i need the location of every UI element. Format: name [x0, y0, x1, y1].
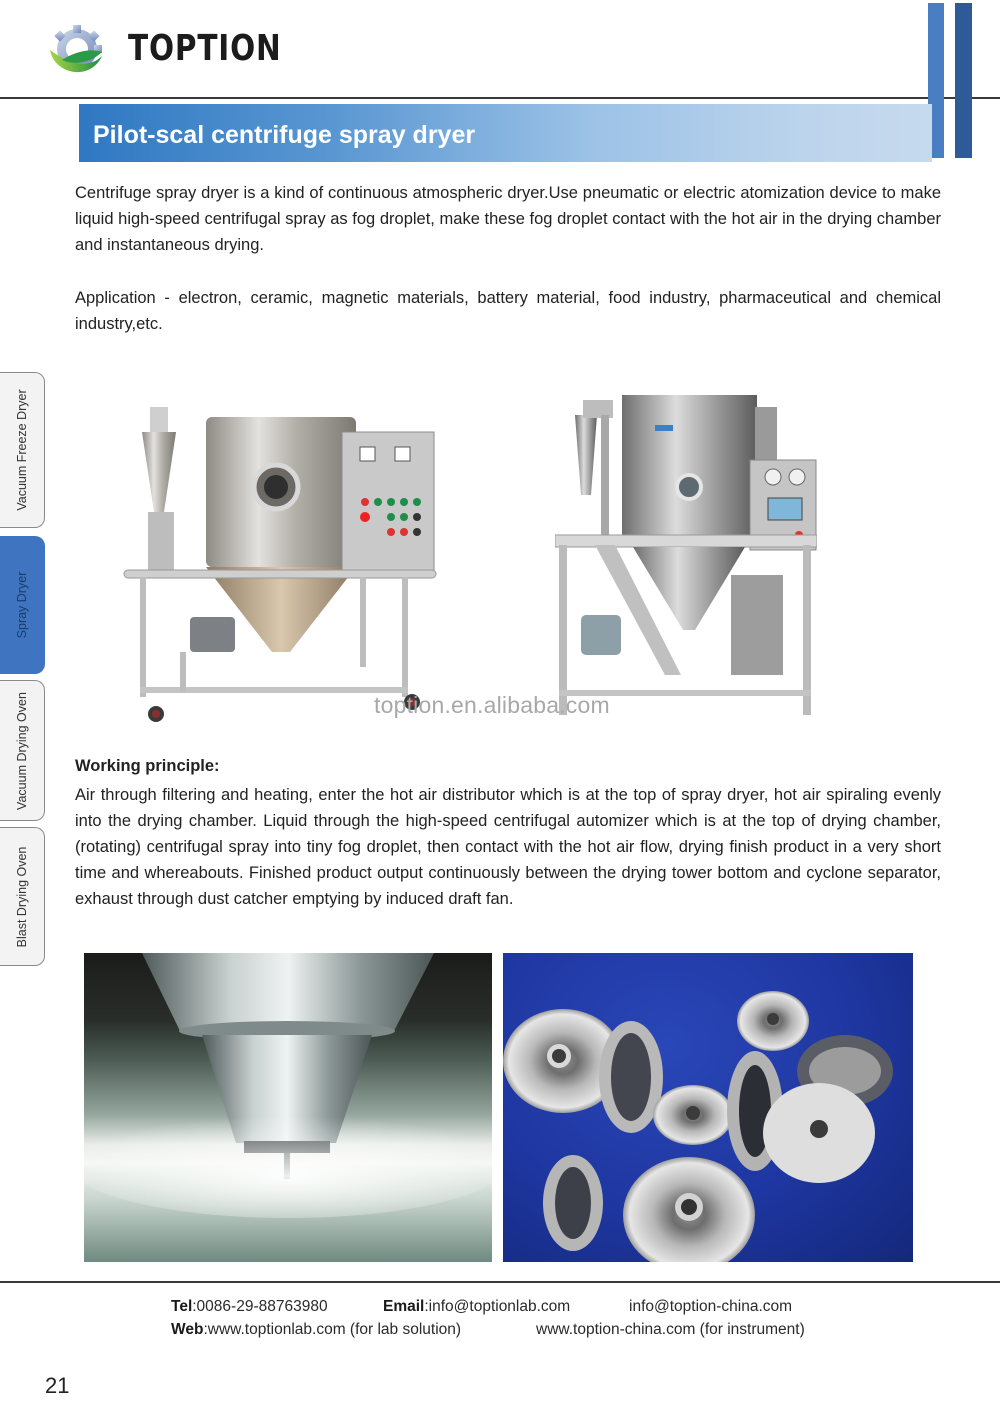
- atomizer-wheels-photo: [503, 953, 913, 1262]
- gear-leaf-logo-icon: [46, 22, 108, 80]
- side-tab-blast-drying-oven[interactable]: [0, 827, 45, 966]
- footer-website: [171, 1321, 461, 1339]
- brand-name: TOPTION: [128, 28, 282, 69]
- intro-paragraph: Centrifuge spray dryer is a kind of continuous atmospheric dryer.Use pneumatic or electric atomization device to make liquid high-speed centrifugal spray as fog droplet, make these fog droplet contact with the hot air in the drying chamber and instantaneous drying.: [75, 184, 941, 254]
- footer-divider: [0, 1281, 1000, 1283]
- email-label: Email: [383, 1298, 425, 1315]
- side-tab-label: Blast Drying Oven: [15, 846, 29, 947]
- footer-telephone: [171, 1298, 328, 1316]
- atomizer-nozzle-photo: [84, 953, 492, 1262]
- side-tab-spray-dryer[interactable]: [0, 536, 45, 674]
- footer-email: [383, 1298, 570, 1316]
- side-tab-vacuum-drying-oven[interactable]: [0, 680, 45, 821]
- side-tab-label: Vacuum Freeze Dryer: [15, 389, 29, 511]
- email-value[interactable]: :info@toptionlab.com: [424, 1298, 571, 1315]
- title-banner: [79, 104, 932, 162]
- photo-watermark: toption.en.alibaba.com: [374, 692, 610, 718]
- footer-website-2[interactable]: www.toption-china.com (for instrument): [536, 1321, 805, 1338]
- page-title: Pilot-scal centrifuge spray dryer: [93, 121, 476, 149]
- side-tab-label: Vacuum Drying Oven: [15, 691, 29, 810]
- tel-label: Tel: [171, 1298, 193, 1315]
- working-principle-heading: Working principle:: [75, 757, 220, 775]
- web-value[interactable]: :www.toptionlab.com (for lab solution): [203, 1321, 462, 1338]
- web-label: Web: [171, 1321, 204, 1338]
- header-divider: [0, 97, 1000, 99]
- side-tab-label: Spray Dryer: [15, 571, 29, 639]
- working-principle-text: Air through filtering and heating, enter the hot air distributor which is at the top of spray dryer, hot air spiraling evenly into the drying chamber. Liquid through the high-speed centrifugal automizer which is at the top of drying chamber, (rotating) centrifugal spray into tiny fog droplet, then contact with the hot air flow, drying finish product in a very short time and whereabouts. Finished product output continuously between the drying tower bottom and cyclone separator, exhaust through dust catcher emptying by induced draft fan.: [75, 786, 941, 908]
- spray-dryer-photo-right: [555, 385, 817, 720]
- tel-value: :0086-29-88763980: [192, 1298, 328, 1315]
- side-tab-vacuum-freeze-dryer[interactable]: [0, 372, 45, 528]
- application-paragraph: Application - electron, ceramic, magnetic materials, battery material, food industry, pharmaceutical and chemical industry,etc.: [75, 289, 941, 333]
- footer-email-2[interactable]: info@toption-china.com: [629, 1298, 793, 1315]
- spray-dryer-photo-left: [120, 372, 440, 732]
- decorative-bar-dark: [955, 3, 972, 158]
- page-number: 21: [45, 1373, 70, 1398]
